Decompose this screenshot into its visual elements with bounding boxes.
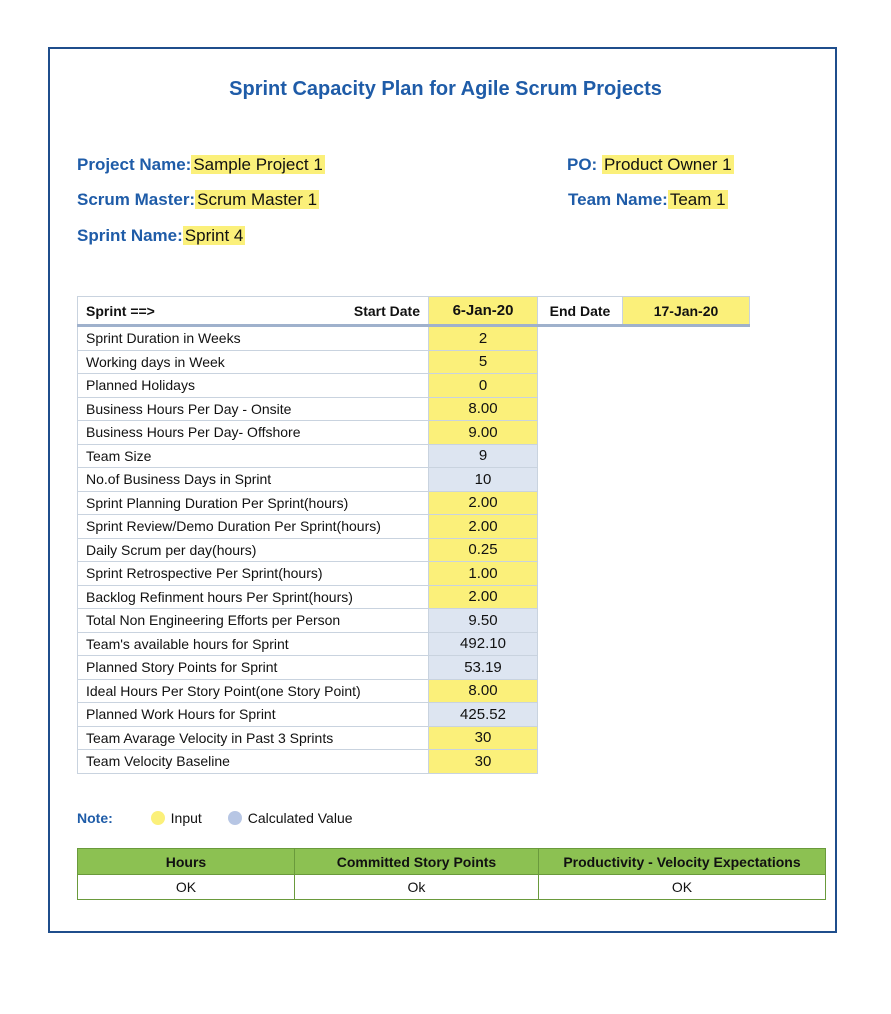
- project-name-label: Project Name:: [77, 155, 192, 174]
- legend-calculated: Calculated Value: [247, 810, 353, 826]
- capacity-row-label: Backlog Refinment hours Per Sprint(hours): [78, 585, 429, 609]
- sprint-header-cell: [78, 297, 429, 326]
- po-value[interactable]: Product Owner 1: [603, 155, 732, 174]
- capacity-row-label: Sprint Planning Duration Per Sprint(hours): [78, 491, 429, 515]
- end-date-label: End Date: [538, 297, 623, 326]
- capacity-row-label: Planned Holidays: [78, 374, 429, 398]
- sprint-name-field: [77, 226, 245, 246]
- capacity-row-label: Team's available hours for Sprint: [78, 632, 429, 656]
- capacity-row: [78, 585, 750, 609]
- summary-header-productivity: Productivity - Velocity Expectations: [539, 849, 826, 875]
- capacity-row-label: Sprint Retrospective Per Sprint(hours): [78, 562, 429, 586]
- capacity-row: [78, 397, 750, 421]
- capacity-row-value[interactable]: 2: [429, 326, 538, 351]
- summary-value-story-points: Ok: [295, 875, 539, 900]
- summary-value-productivity: OK: [539, 875, 826, 900]
- team-name-field: [568, 190, 728, 210]
- capacity-row-value[interactable]: 8.00: [429, 679, 538, 703]
- project-name-field: [77, 155, 325, 175]
- summary-table: [77, 848, 826, 900]
- capacity-row-label: Total Non Engineering Efforts per Person: [78, 609, 429, 633]
- capacity-row-label: Planned Work Hours for Sprint: [78, 703, 429, 727]
- capacity-row-value[interactable]: 5: [429, 350, 538, 374]
- capacity-row-value[interactable]: 1.00: [429, 562, 538, 586]
- capacity-row-label: Business Hours Per Day - Onsite: [78, 397, 429, 421]
- note-label: Note:: [77, 810, 113, 826]
- page-title: Sprint Capacity Plan for Agile Scrum Projects: [229, 78, 662, 100]
- capacity-row: [78, 632, 750, 656]
- capacity-row: [78, 726, 750, 750]
- sprint-header-label: Sprint ==>: [86, 302, 155, 319]
- capacity-row: [78, 679, 750, 703]
- capacity-row: [78, 609, 750, 633]
- capacity-row-value: 9.50: [429, 609, 538, 633]
- capacity-row: [78, 374, 750, 398]
- capacity-row-label: Sprint Review/Demo Duration Per Sprint(hours): [78, 515, 429, 539]
- capacity-row-value: 10: [429, 468, 538, 492]
- summary-value-row: [78, 875, 826, 900]
- scrum-master-field: [77, 190, 319, 210]
- capacity-row-value[interactable]: 0.25: [429, 538, 538, 562]
- capacity-row: [78, 491, 750, 515]
- capacity-row: [78, 468, 750, 492]
- capacity-row-value: 492.10: [429, 632, 538, 656]
- capacity-row-value[interactable]: 0: [429, 374, 538, 398]
- capacity-row-label: Team Size: [78, 444, 429, 468]
- capacity-header-row: [78, 297, 750, 326]
- capacity-row-value[interactable]: 9.00: [429, 421, 538, 445]
- capacity-row: [78, 326, 750, 351]
- capacity-row-value[interactable]: 2.00: [429, 585, 538, 609]
- summary-header-row: [78, 849, 826, 875]
- legend-input: Input: [170, 810, 202, 826]
- calculated-dot-icon: [228, 811, 242, 825]
- capacity-row-label: Working days in Week: [78, 350, 429, 374]
- capacity-row-label: Daily Scrum per day(hours): [78, 538, 429, 562]
- summary-value-hours: OK: [78, 875, 295, 900]
- capacity-row: [78, 350, 750, 374]
- capacity-row: [78, 656, 750, 680]
- po-field: [567, 155, 734, 175]
- end-date-value[interactable]: 17-Jan-20: [623, 297, 750, 326]
- legend: [77, 810, 353, 826]
- capacity-row: [78, 562, 750, 586]
- po-label: PO:: [567, 155, 598, 174]
- summary-header-hours: Hours: [78, 849, 295, 875]
- capacity-row-label: Ideal Hours Per Story Point(one Story Point): [78, 679, 429, 703]
- scrum-master-value[interactable]: Scrum Master 1: [197, 190, 318, 209]
- capacity-row-label: Business Hours Per Day- Offshore: [78, 421, 429, 445]
- capacity-row: [78, 750, 750, 774]
- capacity-row-value: 9: [429, 444, 538, 468]
- capacity-row-value[interactable]: 30: [429, 726, 538, 750]
- sprint-name-value[interactable]: Sprint 4: [184, 226, 244, 245]
- capacity-row-label: Planned Story Points for Sprint: [78, 656, 429, 680]
- capacity-row-value: 425.52: [429, 703, 538, 727]
- capacity-row: [78, 515, 750, 539]
- capacity-table: [77, 296, 750, 774]
- summary-header-story-points: Committed Story Points: [295, 849, 539, 875]
- team-name-label: Team Name:: [568, 190, 668, 209]
- capacity-row-value: 53.19: [429, 656, 538, 680]
- scrum-master-label: Scrum Master:: [77, 190, 196, 209]
- capacity-row-value[interactable]: 30: [429, 750, 538, 774]
- capacity-row: [78, 703, 750, 727]
- sprint-name-label: Sprint Name:: [77, 226, 183, 245]
- capacity-row: [78, 538, 750, 562]
- start-date-value[interactable]: 6-Jan-20: [429, 297, 538, 326]
- capacity-row-label: Sprint Duration in Weeks: [78, 326, 429, 351]
- input-dot-icon: [151, 811, 165, 825]
- capacity-row-value[interactable]: 2.00: [429, 515, 538, 539]
- capacity-row-value[interactable]: 2.00: [429, 491, 538, 515]
- capacity-row-label: Team Avarage Velocity in Past 3 Sprints: [78, 726, 429, 750]
- team-name-value[interactable]: Team 1: [669, 190, 726, 209]
- capacity-row-label: Team Velocity Baseline: [78, 750, 429, 774]
- capacity-row: [78, 444, 750, 468]
- capacity-rows: [78, 326, 750, 774]
- capacity-row-label: No.of Business Days in Sprint: [78, 468, 429, 492]
- capacity-row-value[interactable]: 8.00: [429, 397, 538, 421]
- capacity-row: [78, 421, 750, 445]
- start-date-label: Start Date: [353, 302, 420, 319]
- project-name-value[interactable]: Sample Project 1: [193, 155, 323, 174]
